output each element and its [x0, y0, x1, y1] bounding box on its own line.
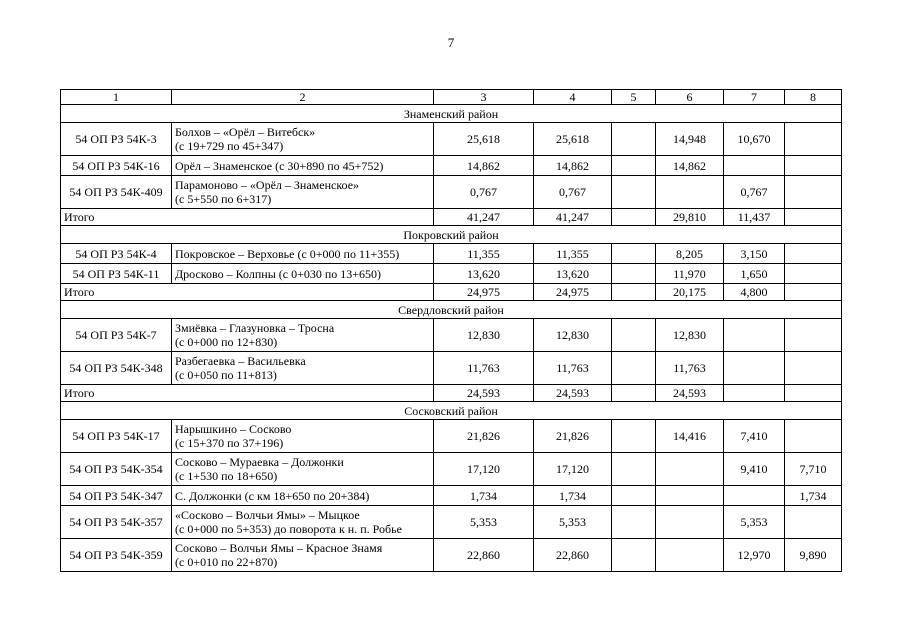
- total-cell-c5: [612, 284, 656, 301]
- total-row: [61, 284, 842, 301]
- value-cell-c7: 12,970: [724, 539, 785, 572]
- value-cell-c7: 3,150: [724, 244, 785, 264]
- total-cell-c6: 24,593: [656, 385, 724, 402]
- district-title: Покровский район: [61, 226, 842, 244]
- value-cell-c3: 11,355: [434, 244, 534, 264]
- value-cell-c6: 14,416: [656, 420, 724, 453]
- road-code: 54 ОП РЗ 54К-354: [61, 453, 172, 486]
- value-cell-c5: [612, 244, 656, 264]
- road-name-line: (с 0+010 по 22+870): [175, 555, 278, 569]
- value-cell-c3: 1,734: [434, 486, 534, 506]
- value-cell-c3: 0,767: [434, 176, 534, 209]
- value-cell-c5: [612, 264, 656, 284]
- road-code: 54 ОП РЗ 54К-359: [61, 539, 172, 572]
- road-code: 54 ОП РЗ 54К-3: [61, 123, 172, 156]
- value-cell-c5: [612, 420, 656, 453]
- value-cell-c4: 12,830: [534, 319, 612, 352]
- table-row: [61, 420, 842, 453]
- value-cell-c3: 25,618: [434, 123, 534, 156]
- road-code: 54 ОП РЗ 54К-11: [61, 264, 172, 284]
- value-cell-c3: 12,830: [434, 319, 534, 352]
- value-cell-c8: [785, 319, 842, 352]
- table-row: [61, 486, 842, 506]
- value-cell-c7: [724, 156, 785, 176]
- column-number: 4: [534, 90, 612, 105]
- table-row: [61, 506, 842, 539]
- value-cell-c7: 0,767: [724, 176, 785, 209]
- road-code: 54 ОП РЗ 54К-409: [61, 176, 172, 209]
- value-cell-c5: [612, 486, 656, 506]
- column-number: 2: [172, 90, 434, 105]
- road-name: [172, 539, 434, 572]
- road-name: [172, 453, 434, 486]
- value-cell-c4: 11,355: [534, 244, 612, 264]
- road-name-line: С. Должонки (с км 18+650 по 20+384): [175, 488, 370, 503]
- value-cell-c8: 1,734: [785, 486, 842, 506]
- value-cell-c7: 9,410: [724, 453, 785, 486]
- value-cell-c8: [785, 264, 842, 284]
- road-name-line: Орёл – Знаменское (с 30+890 по 45+752): [175, 158, 384, 173]
- value-cell-c3: 14,862: [434, 156, 534, 176]
- road-name-line: Болхов – «Орёл – Витебск»: [175, 125, 316, 139]
- column-number: 8: [785, 90, 842, 105]
- road-name: [172, 319, 434, 352]
- table-row: [61, 176, 842, 209]
- value-cell-c8: [785, 176, 842, 209]
- road-name-line: (с 1+530 по 18+650): [175, 469, 278, 483]
- value-cell-c7: 7,410: [724, 420, 785, 453]
- value-cell-c8: [785, 420, 842, 453]
- value-cell-c7: 1,650: [724, 264, 785, 284]
- road-name-line: Покровское – Верховье (с 0+000 по 11+355): [175, 246, 400, 261]
- value-cell-c4: 11,763: [534, 352, 612, 385]
- district-title: Свердловский район: [61, 301, 842, 319]
- value-cell-c5: [612, 539, 656, 572]
- road-code: 54 ОП РЗ 54К-4: [61, 244, 172, 264]
- value-cell-c3: 21,826: [434, 420, 534, 453]
- value-cell-c3: 13,620: [434, 264, 534, 284]
- road-name-line: Сосково – Волчьи Ямы – Красное Знамя: [175, 541, 383, 555]
- value-cell-c4: 14,862: [534, 156, 612, 176]
- value-cell-c6: 14,948: [656, 123, 724, 156]
- value-cell-c5: [612, 123, 656, 156]
- value-cell-c7: [724, 352, 785, 385]
- value-cell-c6: 11,763: [656, 352, 724, 385]
- total-cell-c3: 24,593: [434, 385, 534, 402]
- value-cell-c4: 25,618: [534, 123, 612, 156]
- road-code: 54 ОП РЗ 54К-357: [61, 506, 172, 539]
- road-name: [172, 486, 434, 506]
- road-name-line: «Сосково – Волчьи Ямы» – Мыцкое: [175, 508, 360, 522]
- roads-table: [60, 89, 842, 572]
- column-number: 3: [434, 90, 534, 105]
- value-cell-c3: 22,860: [434, 539, 534, 572]
- value-cell-c5: [612, 176, 656, 209]
- district-title: Сосковский район: [61, 402, 842, 420]
- road-name: [172, 506, 434, 539]
- table-row: [61, 539, 842, 572]
- value-cell-c8: [785, 123, 842, 156]
- value-cell-c6: 11,970: [656, 264, 724, 284]
- value-cell-c8: 7,710: [785, 453, 842, 486]
- road-name-line: Змиёвка – Глазуновка – Тросна: [175, 321, 335, 335]
- value-cell-c6: 12,830: [656, 319, 724, 352]
- district-title: Знаменский район: [61, 105, 842, 123]
- value-cell-c5: [612, 319, 656, 352]
- total-cell-c4: 41,247: [534, 209, 612, 226]
- table-row: [61, 319, 842, 352]
- value-cell-c8: [785, 156, 842, 176]
- road-name-line: (с 0+000 по 5+353) до поворота к н. п. Робье: [175, 522, 402, 536]
- value-cell-c6: [656, 539, 724, 572]
- value-cell-c4: 21,826: [534, 420, 612, 453]
- total-label: Итого: [61, 209, 434, 226]
- value-cell-c8: 9,890: [785, 539, 842, 572]
- road-name-line: (с 19+729 по 45+347): [175, 139, 284, 153]
- column-number: 6: [656, 90, 724, 105]
- value-cell-c3: 5,353: [434, 506, 534, 539]
- total-cell-c8: [785, 385, 842, 402]
- value-cell-c7: 10,670: [724, 123, 785, 156]
- road-name-line: Парамоново – «Орёл – Знаменское»: [175, 178, 360, 192]
- road-code: 54 ОП РЗ 54К-348: [61, 352, 172, 385]
- road-code: 54 ОП РЗ 54К-16: [61, 156, 172, 176]
- page-number: 7: [447, 35, 455, 50]
- road-name-line: Разбегаевка – Васильевка: [175, 354, 306, 368]
- district-heading-row: [61, 105, 842, 123]
- road-name: [172, 420, 434, 453]
- table-row: [61, 264, 842, 284]
- road-name: [172, 156, 434, 176]
- value-cell-c4: 0,767: [534, 176, 612, 209]
- table-row: [61, 123, 842, 156]
- total-cell-c3: 24,975: [434, 284, 534, 301]
- total-cell-c7: 4,800: [724, 284, 785, 301]
- district-heading-row: [61, 226, 842, 244]
- value-cell-c5: [612, 156, 656, 176]
- value-cell-c6: 14,862: [656, 156, 724, 176]
- value-cell-c7: [724, 486, 785, 506]
- value-cell-c7: 5,353: [724, 506, 785, 539]
- road-name: [172, 176, 434, 209]
- total-cell-c3: 41,247: [434, 209, 534, 226]
- value-cell-c5: [612, 506, 656, 539]
- table-row: [61, 453, 842, 486]
- total-cell-c7: 11,437: [724, 209, 785, 226]
- value-cell-c4: 13,620: [534, 264, 612, 284]
- road-code: 54 ОП РЗ 54К-7: [61, 319, 172, 352]
- total-cell-c8: [785, 284, 842, 301]
- total-cell-c4: 24,593: [534, 385, 612, 402]
- road-name-line: (с 15+370 по 37+196): [175, 436, 284, 450]
- value-cell-c6: [656, 506, 724, 539]
- value-cell-c4: 17,120: [534, 453, 612, 486]
- road-name: [172, 352, 434, 385]
- total-cell-c5: [612, 209, 656, 226]
- total-cell-c6: 29,810: [656, 209, 724, 226]
- column-number: 1: [61, 90, 172, 105]
- road-name-line: (с 0+050 по 11+813): [175, 368, 277, 382]
- total-cell-c5: [612, 385, 656, 402]
- column-number: 7: [724, 90, 785, 105]
- value-cell-c4: 1,734: [534, 486, 612, 506]
- road-name-line: (с 5+550 по 6+317): [175, 192, 272, 206]
- value-cell-c8: [785, 244, 842, 264]
- table-row: [61, 244, 842, 264]
- value-cell-c4: 22,860: [534, 539, 612, 572]
- road-name-line: (с 0+000 по 12+830): [175, 335, 278, 349]
- total-label: Итого: [61, 385, 434, 402]
- value-cell-c5: [612, 352, 656, 385]
- value-cell-c8: [785, 506, 842, 539]
- district-heading-row: [61, 301, 842, 319]
- table-row: [61, 352, 842, 385]
- value-cell-c4: 5,353: [534, 506, 612, 539]
- total-cell-c8: [785, 209, 842, 226]
- total-cell-c4: 24,975: [534, 284, 612, 301]
- road-name-line: Дросково – Колпны (с 0+030 по 13+650): [175, 266, 382, 281]
- value-cell-c3: 17,120: [434, 453, 534, 486]
- table-row: [61, 156, 842, 176]
- value-cell-c6: 8,205: [656, 244, 724, 264]
- road-name: [172, 123, 434, 156]
- road-code: 54 ОП РЗ 54К-17: [61, 420, 172, 453]
- total-label: Итого: [61, 284, 434, 301]
- road-code: 54 ОП РЗ 54К-347: [61, 486, 172, 506]
- road-name: [172, 264, 434, 284]
- value-cell-c3: 11,763: [434, 352, 534, 385]
- value-cell-c5: [612, 453, 656, 486]
- column-number-row: [61, 90, 842, 105]
- total-cell-c6: 20,175: [656, 284, 724, 301]
- total-row: [61, 209, 842, 226]
- district-heading-row: [61, 402, 842, 420]
- road-name-line: Нарышкино – Сосково: [175, 422, 292, 436]
- value-cell-c8: [785, 352, 842, 385]
- road-name: [172, 244, 434, 264]
- value-cell-c6: [656, 453, 724, 486]
- road-name-line: Сосково – Мураевка – Должонки: [175, 455, 344, 469]
- total-row: [61, 385, 842, 402]
- value-cell-c6: [656, 486, 724, 506]
- value-cell-c6: [656, 176, 724, 209]
- column-number: 5: [612, 90, 656, 105]
- total-cell-c7: [724, 385, 785, 402]
- value-cell-c7: [724, 319, 785, 352]
